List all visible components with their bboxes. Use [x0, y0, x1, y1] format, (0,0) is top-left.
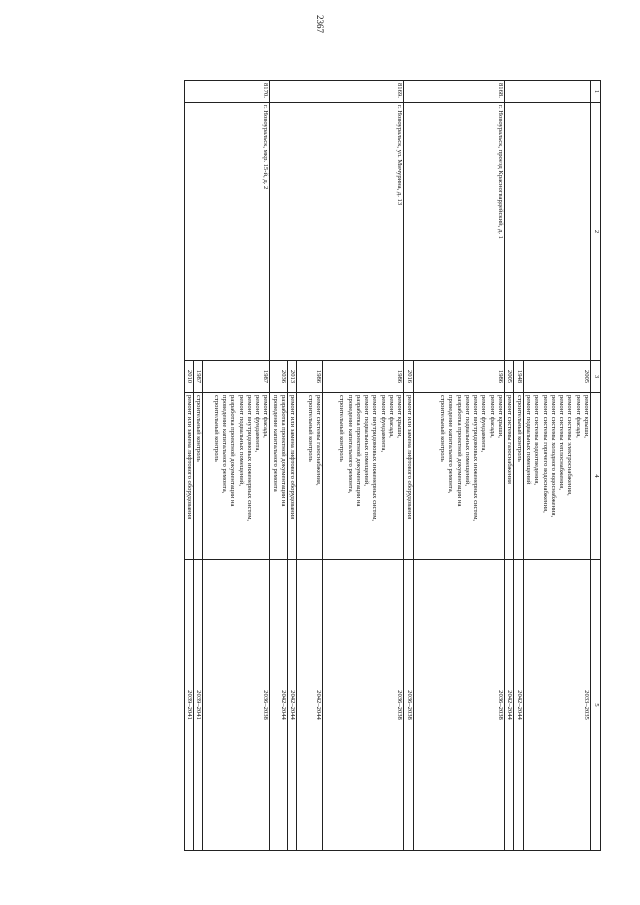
work-item: ремонт фасада, [574, 395, 582, 438]
work-list [297, 393, 323, 560]
work-item: ремонт фундамента, [379, 395, 387, 453]
work-item: ремонт внутридомовых инженерных систем, [472, 395, 480, 522]
work-item: ремонт системы холодного водоснабжения, [549, 395, 557, 518]
row-spacer [414, 395, 438, 557]
rotated-table-area [80, 80, 601, 850]
work-item: строительный контроль [438, 395, 446, 462]
repair-period: 2039–2041 [194, 560, 203, 851]
build-year: 1986 [413, 361, 504, 393]
work-item: проведение капитального ремонта [271, 395, 279, 492]
work-list [505, 393, 514, 560]
work-item: ремонт фасада, [388, 395, 396, 438]
build-year: 1948 [514, 361, 523, 393]
entry-number: 8170. [184, 81, 270, 103]
row-spacer [203, 395, 211, 557]
work-list [270, 393, 288, 560]
work-list [413, 393, 504, 560]
entry-address: г. Новоуральск, ул. Мичурина, д. 13 [270, 103, 404, 361]
work-item: ремонт крыши, [583, 395, 590, 438]
work-item: ремонт подвальных помещений [524, 395, 532, 485]
header-col-5: 5 [591, 560, 601, 851]
work-list [322, 393, 403, 560]
build-year: 2005 [523, 361, 590, 393]
entry-address [505, 103, 591, 361]
repair-period: 2036–2038 [203, 560, 270, 851]
work-item: ремонт фундамента, [480, 395, 488, 453]
work-item: разработка проектной документации на [280, 395, 288, 507]
work-item: ремонт системы теплоснабжения, [558, 395, 566, 490]
work-item: проведение капитального ремонта, [447, 395, 455, 494]
work-item: строительный контроль [195, 395, 203, 462]
table-wrap [80, 80, 601, 850]
work-item: ремонт или замена лифтового оборудования [405, 395, 413, 520]
repair-period: 2042–2044 [514, 560, 523, 851]
work-item: ремонт фасада, [262, 395, 270, 438]
page-number [290, 12, 350, 36]
work-item: ремонт системы горячего водоснабжения, [541, 395, 549, 513]
repair-period: 2036–2038 [413, 560, 504, 851]
row-spacer [297, 395, 305, 557]
work-item: ремонт системы газоснабжения [506, 395, 514, 484]
work-item: ремонт крыши, [497, 395, 505, 438]
work-list [404, 393, 413, 560]
work-item: ремонт системы газоснабжения, [314, 395, 322, 486]
work-item: ремонт крыши, [396, 395, 404, 438]
work-item: ремонт фасада, [488, 395, 496, 438]
build-year: 2005 [505, 361, 514, 393]
repair-period: 2036–2038 [322, 560, 403, 851]
build-year: 2010 [184, 361, 193, 393]
work-item: ремонт фундамента, [254, 395, 262, 453]
header-col-4: 4 [591, 393, 601, 560]
entry-number: 8169. [270, 81, 404, 103]
repair-period: 2033–2035 [523, 560, 590, 851]
build-year: 1986 [322, 361, 403, 393]
work-item: ремонт внутридомовых инженерных систем, [245, 395, 253, 522]
work-item: разработка проектной документации на [354, 395, 362, 507]
header-col-3: 3 [591, 361, 601, 393]
work-item: строительный контроль [306, 395, 314, 462]
repair-period: 2042–2044 [270, 560, 288, 851]
work-item: ремонт или замена лифтового оборудования [289, 395, 297, 520]
page-number-text: 2367 [315, 15, 325, 33]
build-year: 1986 [297, 361, 323, 393]
work-item: ремонт системы электроснабжения, [566, 395, 574, 496]
build-year: 2036 [270, 361, 288, 393]
work-list [514, 393, 523, 560]
work-item: строительный контроль [338, 395, 346, 462]
entry-number [505, 81, 591, 103]
table-row [322, 81, 403, 851]
work-item: ремонт подвальных помещений, [463, 395, 471, 486]
work-list [184, 393, 193, 560]
work-item: строительный контроль [515, 395, 523, 462]
table-row [413, 81, 504, 851]
work-item: ремонт системы водоотведения, [533, 395, 541, 486]
header-col-2: 2 [591, 103, 601, 361]
work-item: проведение капитального ремонта, [221, 395, 229, 494]
build-year: 1987 [203, 361, 270, 393]
entry-number: 8168. [404, 81, 505, 103]
capital-repair-table [184, 80, 601, 851]
work-item: ремонт внутридомовых инженерных систем, [371, 395, 379, 522]
work-list [288, 393, 297, 560]
row-spacer [323, 395, 337, 557]
work-item: строительный контроль [212, 395, 220, 462]
build-year: 2013 [288, 361, 297, 393]
work-item: разработка проектной документации на [229, 395, 237, 507]
work-list [194, 393, 203, 560]
work-item: проведение капитального ремонта, [346, 395, 354, 494]
table-row [523, 81, 590, 851]
table-row [203, 81, 270, 851]
repair-period: 2042–2044 [505, 560, 514, 851]
repair-period: 2042–2044 [297, 560, 323, 851]
build-year: 2016 [404, 361, 413, 393]
work-list [523, 393, 590, 560]
work-item: разработка проектной документации на [455, 395, 463, 507]
work-item: ремонт или замена лифтового оборудования [186, 395, 194, 520]
header-col-1: 1 [591, 81, 601, 103]
header-row [591, 81, 601, 851]
repair-period: 2039–2041 [184, 560, 193, 851]
work-list [203, 393, 270, 560]
work-item: ремонт подвальных помещений, [237, 395, 245, 486]
build-year: 1987 [194, 361, 203, 393]
work-item: ремонт подвальных помещений, [363, 395, 371, 486]
repair-period: 2042–2044 [288, 560, 297, 851]
entry-address: г. Новоуральск, мкр. 15-й, д. 2 [184, 103, 270, 361]
repair-period: 2036–2038 [404, 560, 413, 851]
entry-address: г. Новоуральск, проезд Красногвардейский, д. 1 [404, 103, 505, 361]
